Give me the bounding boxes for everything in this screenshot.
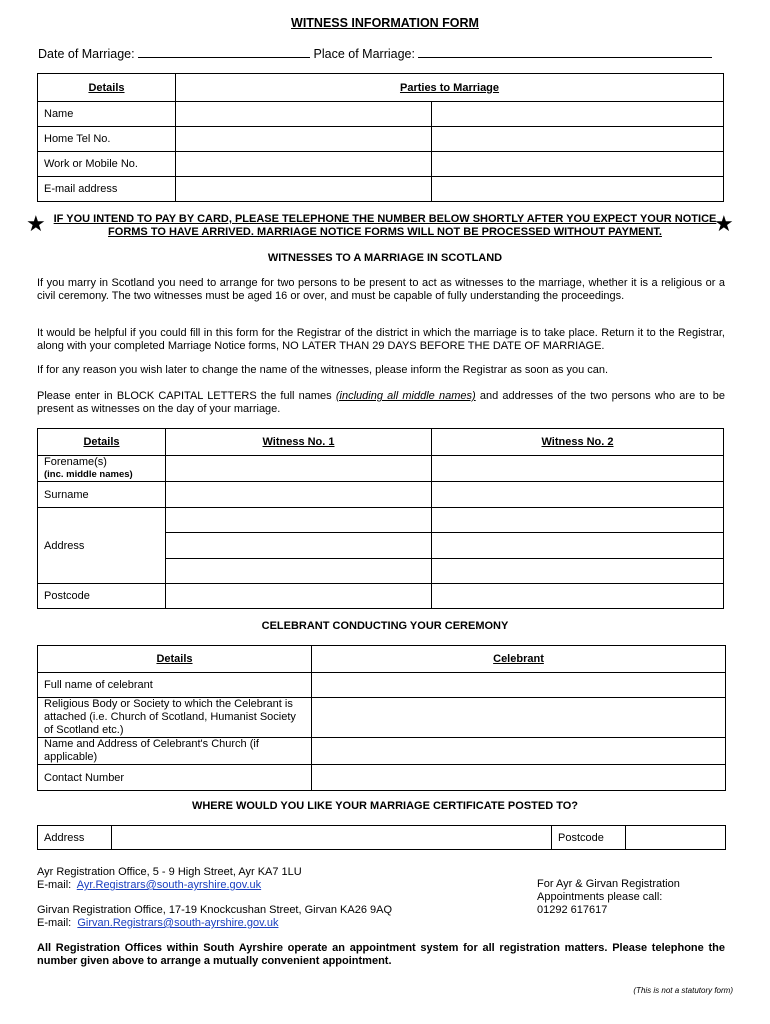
marriage-date-place-line [38, 45, 712, 61]
party2-name-cell[interactable] [432, 102, 724, 127]
party1-home-tel-cell[interactable] [176, 127, 432, 152]
celebrant-table [37, 645, 726, 791]
witness1-surname-cell[interactable] [166, 482, 432, 508]
appointments-line1: For Ayr & Girvan Registration [537, 878, 680, 890]
table-row [38, 482, 724, 508]
paragraph-witness-requirements: If you marry in Scotland you need to arrange for two persons to be present to act as witnesses to the marriage, whether it is a religious or a civil ceremony. The two witnesses must be aged 16 or over, and must be capable of fully understanding the proceedings. [37, 277, 725, 302]
row-label-forenames [38, 456, 166, 482]
girvan-email-line [37, 917, 392, 930]
place-of-marriage-label: Place of Marriage: [313, 47, 415, 61]
appointments-line2: Appointments please call: [537, 891, 663, 903]
witness2-address-line1[interactable] [432, 508, 724, 533]
table-row [38, 584, 724, 609]
closing-statement: All Registration Offices within South Ayrshire operate an appointment system for all registration matters. Please telephone the number given above to arrange a mutually convenient appointment. [37, 942, 725, 967]
table-row [38, 152, 724, 177]
ayr-office-block [37, 866, 302, 892]
witness-table [37, 428, 724, 609]
witness-header-w1: Witness No. 1 [166, 429, 432, 456]
celebrant-name-cell[interactable] [312, 673, 726, 698]
witness-header-details: Details [38, 429, 166, 456]
witness1-postcode-cell[interactable] [166, 584, 432, 609]
party1-name-cell[interactable] [176, 102, 432, 127]
table-row [38, 456, 724, 482]
witness2-surname-cell[interactable] [432, 482, 724, 508]
table-row [38, 738, 726, 765]
celebrant-religious-body-cell[interactable] [312, 698, 726, 738]
payment-notice: IF YOU INTEND TO PAY BY CARD, PLEASE TELEPHONE THE NUMBER BELOW SHORTLY AFTER YOU EXPECT YOUR NOTICE FORMS TO HAVE ARRIVED. MARRIAGE NOTICE FORMS WILL NOT BE PROCESSED WITHOUT PAYMENT. [53, 213, 717, 238]
certificate-address-cell[interactable] [112, 826, 552, 850]
parties-header-parties: Parties to Marriage [176, 74, 724, 102]
party2-work-mobile-cell[interactable] [432, 152, 724, 177]
paragraph-block-capitals [37, 390, 725, 416]
row-label-church-address: Name and Address of Celebrant's Church (if applicable) [38, 738, 312, 765]
party1-email-cell[interactable] [176, 177, 432, 202]
ayr-email-link[interactable]: Ayr.Registrars@south-ayrshire.gov.uk [76, 879, 262, 891]
certificate-heading: WHERE WOULD YOU LIKE YOUR MARRIAGE CERTIFICATE POSTED TO? [191, 800, 579, 812]
parties-header-row [38, 74, 724, 102]
row-label-address: Address [38, 508, 166, 584]
table-row [38, 826, 726, 850]
celebrant-contact-number-cell[interactable] [312, 765, 726, 791]
witness1-address-line3[interactable] [166, 559, 432, 584]
para4-part-b: and addresses of the two persons who are to be present as witnesses on the day of your marriage. [37, 390, 725, 415]
row-label-email: E-mail address [38, 177, 176, 202]
table-row [38, 127, 724, 152]
table-row [38, 698, 726, 738]
star-icon: ★ [26, 211, 46, 236]
appointments-block [537, 878, 680, 917]
celebrant-heading: CELEBRANT CONDUCTING YOUR CEREMONY [261, 620, 509, 632]
witness1-address-line1[interactable] [166, 508, 432, 533]
witness-header-w2: Witness No. 2 [432, 429, 724, 456]
certificate-postcode-label: Postcode [552, 826, 626, 850]
witness2-address-line3[interactable] [432, 559, 724, 584]
witnesses-heading: WITNESSES TO A MARRIAGE IN SCOTLAND [267, 252, 503, 264]
table-row [38, 102, 724, 127]
forenames-label: Forename(s) [44, 456, 107, 468]
witness-header-row [38, 429, 724, 456]
para4-part-a: Please enter in BLOCK CAPITAL LETTERS the full names [37, 390, 336, 402]
row-label-surname: Surname [38, 482, 166, 508]
row-label-celebrant-name: Full name of celebrant [38, 673, 312, 698]
party1-work-mobile-cell[interactable] [176, 152, 432, 177]
witness1-address-line2[interactable] [166, 533, 432, 559]
parties-table [37, 73, 724, 202]
form-title: WITNESS INFORMATION FORM [291, 16, 479, 30]
witness2-address-line2[interactable] [432, 533, 724, 559]
row-label-name: Name [38, 102, 176, 127]
place-of-marriage-field[interactable] [418, 45, 712, 58]
row-label-work-mobile: Work or Mobile No. [38, 152, 176, 177]
party2-email-cell[interactable] [432, 177, 724, 202]
table-row [38, 765, 726, 791]
para4-emphasis: (including all middle names) [335, 390, 476, 402]
table-row [38, 673, 726, 698]
celebrant-header-celebrant: Celebrant [312, 646, 726, 673]
date-of-marriage-field[interactable] [138, 45, 310, 58]
ayr-email-label: E-mail: [37, 879, 72, 891]
paragraph-return-instructions: It would be helpful if you could fill in this form for the Registrar of the district in which the marriage is to take place. Return it to the Registrar, along with your completed Marriage Notice forms, NO LATER THAN 29 DAYS BEFORE THE DATE OF MARRIAGE. [37, 327, 725, 352]
row-label-contact-number: Contact Number [38, 765, 312, 791]
girvan-email-label: E-mail: [37, 917, 72, 929]
witness2-postcode-cell[interactable] [432, 584, 724, 609]
girvan-email-link[interactable]: Girvan.Registrars@south-ayrshire.gov.uk [77, 917, 279, 929]
paragraph-change-witnesses: If for any reason you wish later to change the name of the witnesses, please inform the Registrar as soon as you can. [37, 364, 609, 376]
row-label-home-tel: Home Tel No. [38, 127, 176, 152]
witness2-forenames-cell[interactable] [432, 456, 724, 482]
forenames-note: (inc. middle names) [44, 469, 133, 480]
girvan-office-address: Girvan Registration Office, 17-19 Knockcushan Street, Girvan KA26 9AQ [37, 904, 393, 916]
row-label-postcode: Postcode [38, 584, 166, 609]
row-label-religious-body: Religious Body or Society to which the Celebrant is attached (i.e. Church of Scotland, Humanist Society of Scotland etc.) [38, 698, 312, 738]
certificate-table [37, 825, 726, 850]
celebrant-church-address-cell[interactable] [312, 738, 726, 765]
parties-header-details: Details [38, 74, 176, 102]
ayr-email-line [37, 879, 302, 892]
certificate-postcode-cell[interactable] [626, 826, 726, 850]
table-row [38, 177, 724, 202]
star-icon: ★ [714, 211, 734, 236]
celebrant-header-row [38, 646, 726, 673]
date-of-marriage-label: Date of Marriage: [38, 47, 135, 61]
footer-note: (This is not a statutory form) [633, 986, 733, 995]
ayr-office-address: Ayr Registration Office, 5 - 9 High Street, Ayr KA7 1LU [37, 866, 302, 878]
certificate-address-label: Address [38, 826, 112, 850]
celebrant-header-details: Details [38, 646, 312, 673]
girvan-office-block [37, 904, 392, 930]
table-row [38, 508, 724, 533]
witness1-forenames-cell[interactable] [166, 456, 432, 482]
appointments-phone: 01292 617617 [537, 904, 608, 916]
party2-home-tel-cell[interactable] [432, 127, 724, 152]
